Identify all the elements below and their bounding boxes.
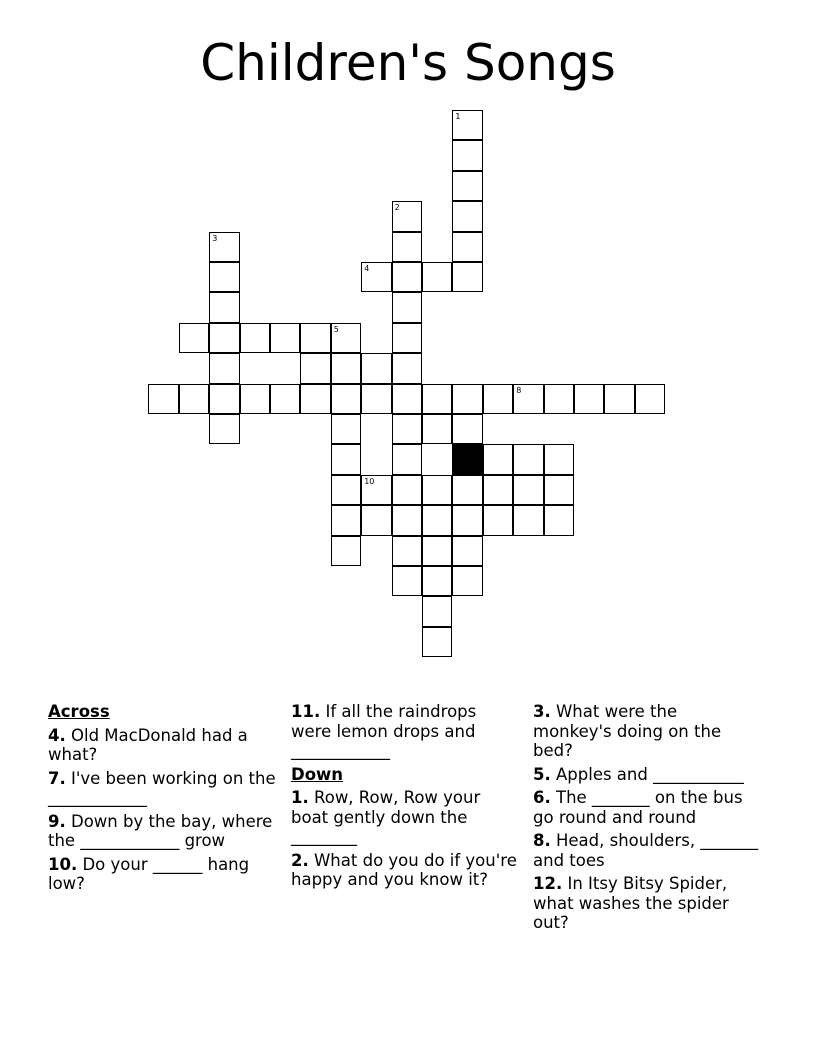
grid-cell[interactable]	[209, 292, 239, 322]
grid-cell[interactable]	[209, 232, 239, 262]
grid-cell[interactable]	[483, 384, 513, 414]
grid-cell[interactable]	[209, 414, 239, 444]
grid-cell[interactable]	[452, 140, 482, 170]
grid-cell[interactable]	[422, 627, 452, 657]
clue-text: In Itsy Bitsy Spider, what washes the spider out?	[533, 874, 729, 932]
clue-number-label: 1	[455, 112, 461, 121]
grid-cell[interactable]	[361, 262, 391, 292]
grid-cell[interactable]	[361, 505, 391, 535]
down-clue-6	[533, 788, 761, 827]
grid-cell[interactable]	[361, 353, 391, 383]
grid-cell[interactable]	[604, 384, 634, 414]
grid-cell[interactable]	[331, 444, 361, 474]
down-clue-3	[533, 702, 761, 761]
clue-text: The _______ on the bus go round and round	[533, 788, 743, 827]
grid-cell[interactable]	[513, 384, 543, 414]
grid-cell[interactable]	[392, 323, 422, 353]
across-clue-9	[48, 812, 276, 851]
grid-cell[interactable]	[452, 262, 482, 292]
clue-text: Do your ______ hang low?	[48, 854, 250, 893]
clue-text: Row, Row, Row your boat gently down the ________	[291, 788, 481, 846]
grid-cell[interactable]	[392, 384, 422, 414]
clue-number: 3.	[533, 702, 551, 721]
across-clue-7	[48, 769, 276, 808]
grid-cell[interactable]	[422, 566, 452, 596]
clue-number: 12.	[533, 874, 563, 893]
across-clue-10	[48, 855, 276, 894]
clue-number-label: 10	[364, 476, 375, 486]
grid-cell[interactable]	[452, 171, 482, 201]
grid-cell[interactable]	[392, 536, 422, 566]
clue-number: 6.	[533, 788, 551, 807]
clue-number-label: 3	[212, 233, 218, 243]
grid-cell[interactable]	[422, 384, 452, 414]
clue-number: 9.	[48, 811, 66, 831]
grid-cell[interactable]	[544, 505, 574, 535]
clue-text: I've been working on the ____________	[48, 768, 276, 807]
grid-cell[interactable]	[544, 384, 574, 414]
clue-number: 8.	[533, 831, 551, 850]
grid-cell[interactable]	[209, 323, 239, 353]
grid-cell[interactable]	[392, 475, 422, 505]
clue-number: 11.	[291, 702, 321, 721]
clue-column-1	[48, 702, 276, 898]
clue-text: If all the raindrops were lemon drops and ____________	[291, 702, 477, 760]
clue-text: What do you do if you're happy and you know it?	[291, 850, 517, 889]
down-clue-5	[533, 765, 761, 785]
grid-cell[interactable]	[483, 475, 513, 505]
grid-cell[interactable]	[392, 353, 422, 383]
down-clue-1	[291, 788, 519, 847]
grid-cell[interactable]	[544, 444, 574, 474]
grid-cell[interactable]	[422, 475, 452, 505]
grid-cell[interactable]	[422, 262, 452, 292]
grid-cell[interactable]	[452, 505, 482, 535]
page-title: Children's Songs	[200, 34, 616, 92]
grid-cell[interactable]	[392, 414, 422, 444]
clue-column-3	[533, 702, 761, 937]
clue-text: Head, shoulders, _______ and toes	[533, 831, 759, 870]
grid-cell[interactable]	[270, 384, 300, 414]
grid-cell[interactable]	[300, 323, 330, 353]
grid-cell[interactable]	[452, 232, 482, 262]
grid-cell[interactable]	[422, 596, 452, 626]
grid-cell[interactable]	[422, 505, 452, 535]
across-clue-11	[291, 702, 519, 761]
grid-cell[interactable]	[452, 201, 482, 231]
grid-cell[interactable]	[331, 505, 361, 535]
clue-number-label: 8	[516, 385, 522, 395]
grid-cell[interactable]	[392, 444, 422, 474]
down-clue-2	[291, 851, 519, 890]
clue-number: 2.	[291, 850, 309, 870]
clue-text: Old MacDonald had a what?	[48, 725, 248, 764]
grid-cell[interactable]	[209, 262, 239, 292]
grid-cell[interactable]	[452, 384, 482, 414]
grid-cell[interactable]	[361, 384, 391, 414]
clue-number: 7.	[48, 768, 66, 788]
across-heading: Across	[48, 702, 110, 721]
grid-cell[interactable]	[392, 292, 422, 322]
clue-number: 1.	[291, 788, 309, 807]
grid-cell[interactable]	[483, 505, 513, 535]
grid-cell[interactable]	[209, 353, 239, 383]
grid-cell[interactable]	[544, 475, 574, 505]
grid-cell[interactable]	[240, 384, 270, 414]
grid-cell[interactable]	[361, 475, 391, 505]
clue-number-label: 2	[394, 203, 400, 213]
grid-cell[interactable]	[300, 384, 330, 414]
down-clue-8	[533, 831, 761, 870]
grid-cell[interactable]	[422, 536, 452, 566]
clue-number: 4.	[48, 725, 66, 745]
grid-cell[interactable]	[331, 384, 361, 414]
grid-cell[interactable]	[331, 475, 361, 505]
clue-number-label: 4	[364, 264, 370, 273]
grid-cell[interactable]	[574, 384, 604, 414]
grid-cell[interactable]	[513, 505, 543, 535]
grid-cell[interactable]	[392, 201, 422, 231]
grid-cell[interactable]	[179, 323, 209, 353]
down-clue-12	[533, 874, 761, 933]
grid-cell[interactable]	[392, 505, 422, 535]
grid-cell[interactable]	[209, 384, 239, 414]
grid-cell[interactable]	[513, 444, 543, 474]
clue-text: Down by the bay, where the ____________ grow	[48, 811, 273, 850]
grid-cell[interactable]	[422, 414, 452, 444]
clue-number: 5.	[533, 764, 551, 784]
clue-number-label: 5	[333, 324, 339, 334]
grid-cell[interactable]	[240, 323, 270, 353]
grid-cell[interactable]	[513, 475, 543, 505]
down-heading: Down	[291, 764, 344, 784]
clue-text: What were the monkey's doing on the bed?	[533, 702, 722, 760]
across-clue-4	[48, 726, 276, 765]
block-cell	[452, 444, 482, 474]
grid-cell[interactable]	[452, 566, 482, 596]
grid-cell[interactable]	[331, 536, 361, 566]
grid-cell[interactable]	[392, 566, 422, 596]
grid-cell[interactable]	[452, 475, 482, 505]
grid-cell[interactable]	[452, 536, 482, 566]
grid-cell[interactable]	[331, 323, 361, 353]
grid-cell[interactable]	[270, 323, 300, 353]
grid-cell[interactable]	[635, 384, 665, 414]
grid-cell[interactable]	[300, 353, 330, 383]
clue-text: Apples and ___________	[550, 764, 744, 784]
grid-cell[interactable]	[148, 384, 178, 414]
grid-cell[interactable]	[392, 232, 422, 262]
grid-cell[interactable]	[452, 110, 482, 140]
grid-cell[interactable]	[179, 384, 209, 414]
grid-cell[interactable]	[392, 262, 422, 292]
grid-cell[interactable]	[483, 444, 513, 474]
grid-cell[interactable]	[331, 414, 361, 444]
grid-cell[interactable]	[331, 353, 361, 383]
clue-column-2	[291, 702, 519, 894]
grid-cell[interactable]	[452, 414, 482, 444]
clue-number: 10.	[48, 854, 78, 874]
